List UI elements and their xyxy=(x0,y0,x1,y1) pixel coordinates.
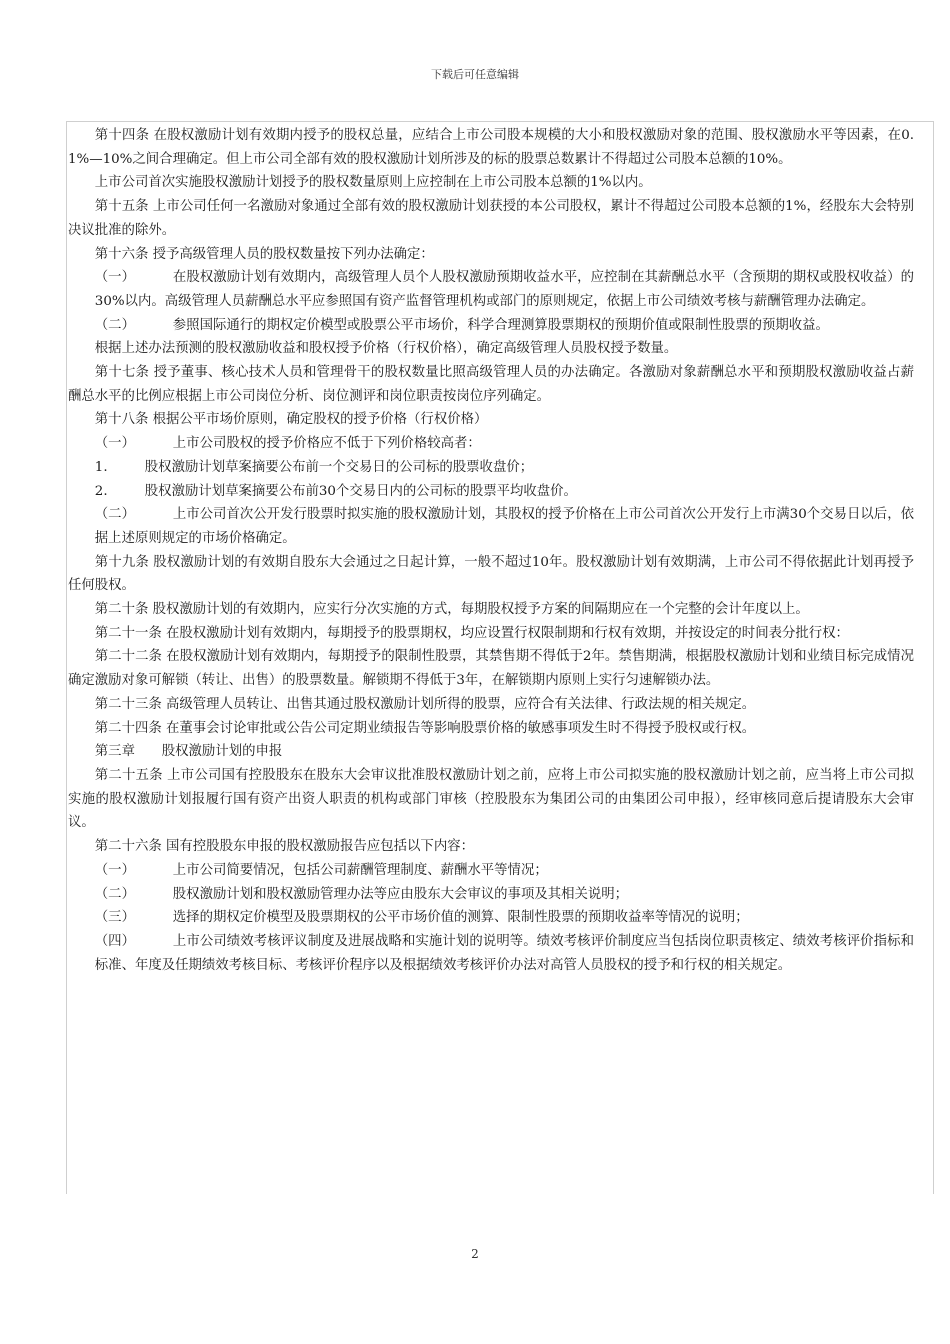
item-marker: （一） xyxy=(94,436,135,452)
item-text: 选择的期权定价模型及股票期权的公平市场价值的测算、限制性股票的预期收益率等情况的说明； xyxy=(172,910,749,926)
item-marker: （一） xyxy=(94,862,135,878)
paragraph: 第二十一条 在股权激励计划有效期内，每期授予的股票期权，均应设置行权限制期和行权有效期，并按设定的时间表分批行权： xyxy=(94,625,849,641)
item-text: 参照国际通行的期权定价模型或股票公平市场价，科学合理测算股票期权的预期价值或限制性股票的预期收益。 xyxy=(172,317,829,333)
item-text: 上市公司首次公开发行股票时拟实施的股权激励计划，其股权的授予价格在上市公司首次公开发行上市满30个交易日以后，依据上述原则规定的市场价格确定。 xyxy=(94,507,914,546)
paragraph: 第十八条 根据公平市场价原则，确定股权的授予价格（行权价格） xyxy=(94,412,488,428)
item-marker: （二） xyxy=(94,886,135,902)
item-text: 上市公司绩效考核评议制度及进展战略和实施计划的说明等。绩效考核评价制度应当包括岗位职责核定、绩效考核评价指标和标准、年度及任期绩效考核目标、考核评价程序以及根据绩效考核评价办法对高管人员股权的授予和行权的相关规定。 xyxy=(94,933,914,973)
item-marker: （一） xyxy=(94,270,135,286)
list-item xyxy=(68,883,914,907)
document-body xyxy=(68,124,914,977)
item-marker: （二） xyxy=(94,507,135,523)
paragraph: 上市公司首次实施股权激励计划授予的股权数量原则上应控制在上市公司股本总额的1%以内。 xyxy=(94,175,652,191)
list-item xyxy=(68,314,914,338)
list-item xyxy=(68,503,914,550)
item-marker: （二） xyxy=(94,317,135,333)
paragraph: 第十四条 在股权激励计划有效期内授予的股权总量，应结合上市公司股本规模的大小和股权激励对象的范围、股权激励水平等因素，在0.1%—10%之间合理确定。但上市公司全部有效的股权激励计划所涉及的标的股票总数累计不得超过公司股本总额的10%。 xyxy=(68,128,914,167)
item-text: 股权激励计划草案摘要公布前30个交易日内的公司标的股票平均收盘价。 xyxy=(144,483,577,499)
paragraph: 第十五条 上市公司任何一名激励对象通过全部有效的股权激励计划获授的本公司股权，累计不得超过公司股本总额的1%，经股东大会特别决议批准的除外。 xyxy=(68,199,914,238)
numbered-item xyxy=(68,480,914,504)
list-item xyxy=(68,432,914,456)
list-item xyxy=(68,930,914,977)
item-marker: （三） xyxy=(94,910,135,926)
paragraph: 第十六条 授予高级管理人员的股权数量按下列办法确定： xyxy=(94,246,434,262)
paragraph: 根据上述办法预测的股权激励收益和股权授予价格（行权价格），确定高级管理人员股权授予数量。 xyxy=(94,341,678,357)
paragraph: 第二十三条 高级管理人员转让、出售其通过股权激励计划所得的股票，应符合有关法律、行政法规的相关规定。 xyxy=(94,696,756,712)
numbered-item xyxy=(68,456,914,480)
paragraph: 第十七条 授予董事、核心技术人员和管理骨干的股权数量比照高级管理人员的办法确定。各激励对象薪酬总水平和预期股权激励收益占薪酬总水平的比例应根据上市公司岗位分析、岗位测评和岗位职责按岗位序列确定。 xyxy=(68,365,914,404)
paragraph: 第二十四条 在董事会讨论审批或公告公司定期业绩报告等影响股票价格的敏感事项发生时不得授予股权或行权。 xyxy=(94,720,756,736)
item-text: 上市公司股权的授予价格应不低于下列价格较高者： xyxy=(172,436,481,452)
paragraph: 第十九条 股权激励计划的有效期自股东大会通过之日起计算，一般不超过10年。股权激励计划有效期满，上市公司不得依据此计划再授予任何股权。 xyxy=(68,554,914,594)
list-item xyxy=(68,859,914,883)
paragraph: 第二十条 股权激励计划的有效期内，应实行分次实施的方式，每期股权授予方案的间隔期应在一个完整的会计年度以上。 xyxy=(94,602,809,618)
page-number: 2 xyxy=(471,1247,479,1261)
list-item xyxy=(68,266,914,313)
item-marker: 1. xyxy=(94,459,108,475)
item-marker: 2. xyxy=(94,483,108,499)
paragraph: 第二十六条 国有控股股东申报的股权激励报告应包括以下内容： xyxy=(94,839,474,855)
item-text: 股权激励计划和股权激励管理办法等应由股东大会审议的事项及其相关说明； xyxy=(172,886,629,902)
item-text: 股权激励计划草案摘要公布前一个交易日的公司标的股票收盘价； xyxy=(144,459,534,475)
item-text: 上市公司简要情况，包括公司薪酬管理制度、薪酬水平等情况； xyxy=(172,862,548,878)
item-marker: （四） xyxy=(94,933,135,949)
item-text: 在股权激励计划有效期内，高级管理人员个人股权激励预期收益水平，应控制在其薪酬总水平（含预期的期权或股权收益）的30%以内。高级管理人员薪酬总水平应参照国有资产监督管理机构或部门的原则规定，依据上市公司绩效考核与薪酬管理办法确定。 xyxy=(94,270,914,309)
paragraph: 第三章 股权激励计划的申报 xyxy=(94,744,283,760)
list-item xyxy=(68,906,914,930)
paragraph: 第二十五条 上市公司国有控股股东在股东大会审议批准股权激励计划之前，应将上市公司拟实施的股权激励计划之前，应当将上市公司拟实施的股权激励计划报履行国有资产出资人职责的机构或部门审核（控股股东为集团公司的由集团公司申报），经审核同意后提请股东大会审议。 xyxy=(68,767,914,831)
paragraph: 第二十二条 在股权激励计划有效期内，每期授予的限制性股票，其禁售期不得低于2年。禁售期满，根据股权激励计划和业绩目标完成情况确定激励对象可解锁（转让、出售）的股票数量。解锁期不得低于3年，在解锁期内原则上实行匀速解锁办法。 xyxy=(68,649,914,689)
page-header: 下载后可任意编辑 xyxy=(431,68,519,81)
